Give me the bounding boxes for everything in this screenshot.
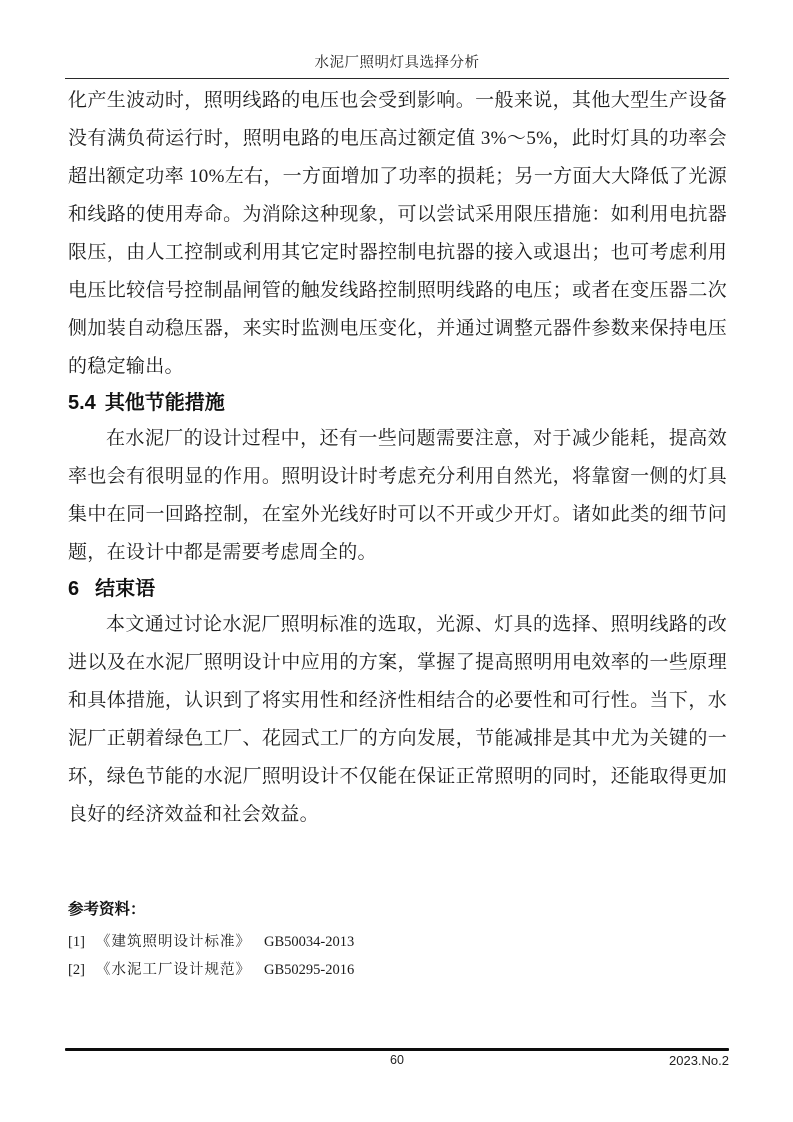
reference-code: GB50034-2013: [264, 934, 355, 950]
section-title: 结束语: [95, 578, 156, 600]
paragraph-section-6: 本文通过讨论水泥厂照明标准的选取，光源、灯具的选择、照明线路的改进以及在水泥厂照明设计中应用的方案，掌握了提高照明用电效率的一些原理和具体措施，认识到了将实用性和经济性相结合的必要性和可行性。当下，水泥厂正朝着绿色工厂、花园式工厂的方向发展，节能减排是其中尤为关键的一环，绿色节能的水泥厂照明设计不仅能在保证正常照明的同时，还能取得更加良好的经济效益和社会效益。: [68, 614, 727, 825]
reference-code: GB50295-2016: [264, 962, 355, 978]
footer-issue-label: 2023.No.2: [669, 1053, 729, 1068]
section-number: 5.4: [68, 392, 96, 414]
reference-index: [2]: [68, 962, 85, 978]
reference-title: 《建筑照明设计标准》: [96, 934, 251, 950]
paragraph-voltage-continuation: 化产生波动时，照明线路的电压也会受到影响。一般来说，其他大型生产设备没有满负荷运行时，照明电路的电压高过额定值 3%～5%，此时灯具的功率会超出额定功率 10%左右，一方面增加了功率的损耗；另一方面大大降低了光源和线路的使用寿命。为消除这种现象，可以尝试采用限压措施：如利用电抗器限压，由人工控制或利用其它定时器控制电抗器的接入或退出；也可考虑利用电压比较信号控制晶闸管的触发线路控制照明线路的电压；或者在变压器二次侧加装自动稳压器，来实时监测电压变化，并通过调整元器件参数来保持电压的稳定输出。: [68, 90, 727, 377]
reference-item: [68, 928, 727, 956]
section-heading-6: [68, 574, 727, 604]
reference-title: 《水泥工厂设计规范》: [96, 962, 251, 978]
running-title: 水泥厂照明灯具选择分析: [314, 55, 480, 71]
footer-rule: [65, 1048, 729, 1051]
section-heading-5-4: [68, 388, 727, 418]
page-header: [65, 0, 729, 79]
section-title: 其他节能措施: [104, 392, 225, 414]
footer-page-number: 60: [390, 1053, 404, 1067]
reference-index: [1]: [68, 934, 85, 950]
paragraph-section-5-4: 在水泥厂的设计过程中，还有一些问题需要注意，对于减少能耗，提高效率也会有很明显的作用。照明设计时考虑充分利用自然光，将靠窗一侧的灯具集中在同一回路控制，在室外光线好时可以不开或少开灯。诸如此类的细节问题，在设计中都是需要考虑周全的。: [68, 428, 727, 563]
section-number: 6: [68, 578, 80, 600]
references-heading: 参考资料：: [68, 901, 146, 918]
page-body: [68, 82, 727, 834]
reference-item: [68, 956, 727, 984]
references-block: [68, 898, 727, 984]
